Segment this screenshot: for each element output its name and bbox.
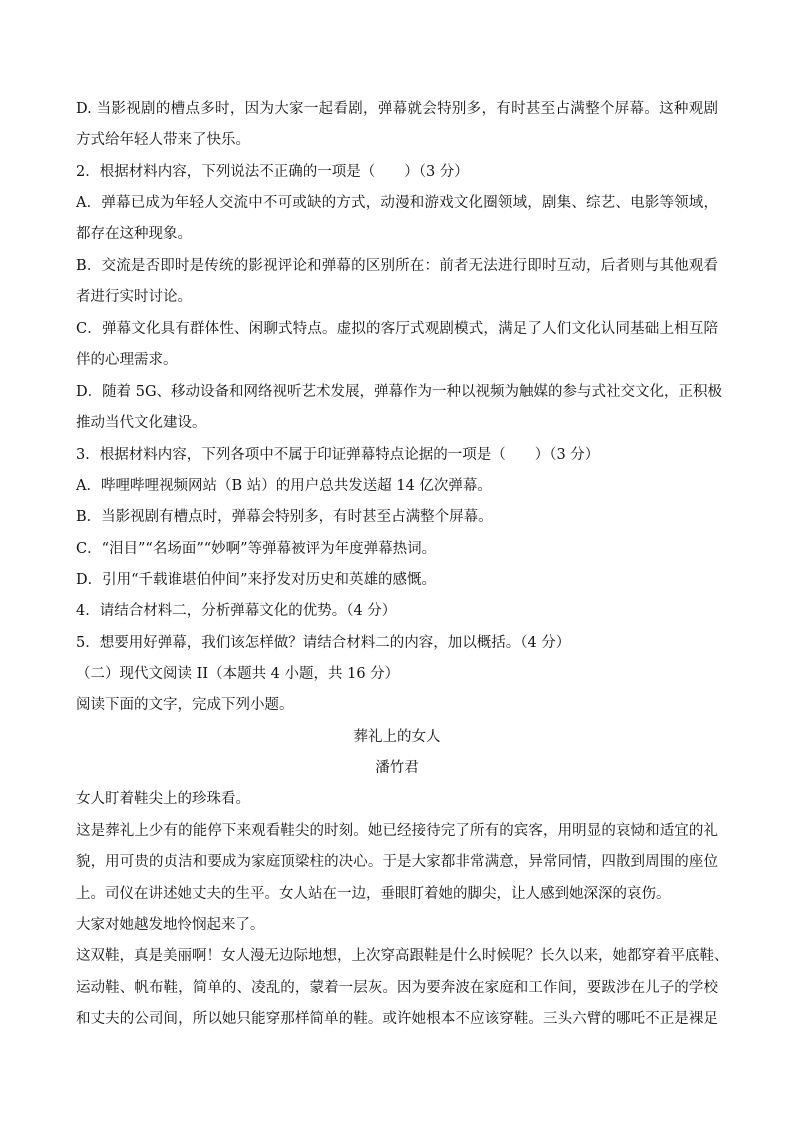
question-2-option-d: D．随着 5G、移动设备和网络视听艺术发展，弹幕作为一种以视频为触媒的参与式社交文化，正积极 bbox=[76, 384, 723, 400]
section-heading: （二）现代文阅读 II（本题共 4 小题，共 16 分） bbox=[76, 666, 400, 682]
text-line: D. 当影视剧的槽点多时，因为大家一起看剧，弹幕就会特别多，有时甚至占满整个屏幕。这种观剧 bbox=[76, 101, 718, 117]
text-line: 方式给年轻人带来了快乐。 bbox=[76, 132, 250, 148]
instruction-text: 阅读下面的文字，完成下列小题。 bbox=[76, 697, 294, 713]
question-3-option-c: C．“泪目”“名场面”“妙啊”等弹幕被评为年度弹幕热词。 bbox=[76, 541, 437, 557]
text-line: 者进行实时讨论。 bbox=[76, 289, 192, 305]
question-3-option-d: D．引用“千载谁堪伯仲间”来抒发对历史和英雄的感慨。 bbox=[76, 572, 436, 588]
text-line: 推动当代文化建设。 bbox=[76, 415, 207, 431]
text-line: 伴的心理需求。 bbox=[76, 352, 178, 368]
paragraph-text: 这是葬礼上少有的能停下来观看鞋尖的时刻。她已经接待完了所有的宾客，用明显的哀恸和适宜的礼 bbox=[76, 823, 718, 839]
text-line: 都存在这种现象。 bbox=[76, 226, 192, 242]
paragraph-text: 上。司仪在讲述她丈夫的生平。女人站在一边，垂眼盯着她的脚尖，让人感到她深深的哀伤。 bbox=[76, 886, 671, 902]
paragraph-text: 和丈夫的公司间，所以她只能穿那样简单的鞋。或许她根本不应该穿鞋。三头六臂的哪吒不正是裸足 bbox=[76, 1011, 718, 1027]
question-3-option-b: B．当影视剧有槽点时，弹幕会特别多，有时甚至占满整个屏幕。 bbox=[76, 509, 493, 525]
question-2-option-a: A．弹幕已成为年轻人交流中不可或缺的方式，动漫和游戏文化圈领域，剧集、综艺、电影等领域， bbox=[76, 195, 718, 211]
question-3-option-a: A．哔哩哔哩视频网站（B 站）的用户总共发送超 14 亿次弹幕。 bbox=[76, 478, 492, 494]
story-author: 潘竹君 bbox=[375, 760, 419, 776]
question-5: 5．想要用好弹幕，我们该怎样做？请结合材料二的内容，加以概括。（4 分） bbox=[76, 635, 571, 651]
paragraph-text: 貌，用可贵的贞洁和要成为家庭顶梁柱的决心。于是大家都非常满意，异常同情，四散到周围的座位 bbox=[76, 854, 718, 870]
paragraph-text: 这双鞋，真是美丽啊！女人漫无边际地想，上次穿高跟鞋是什么时候呢？长久以来，她都穿着平底鞋、 bbox=[76, 948, 729, 964]
paragraph-text: 运动鞋、帆布鞋，简单的、凌乱的，蒙着一层灰。因为要奔波在家庭和工作间，要跋涉在儿子的学校 bbox=[76, 980, 718, 996]
story-title: 葬礼上的女人 bbox=[353, 729, 441, 745]
paragraph-text: 女人盯着鞋尖上的珍珠看。 bbox=[76, 791, 250, 807]
question-4: 4．请结合材料二，分析弹幕文化的优势。（4 分） bbox=[76, 603, 397, 619]
question-3-stem: 3．根据材料内容，下列各项中不属于印证弹幕特点论据的一项是（ ）（3 分） bbox=[76, 447, 600, 463]
question-2-option-c: C．弹幕文化具有群体性、闲聊式特点。虚拟的客厅式观剧模式，满足了人们文化认同基础上相互陪 bbox=[76, 321, 718, 337]
question-2-option-b: B．交流是否即时是传统的影视评论和弹幕的区别所在：前者无法进行即时互动，后者则与其他观看 bbox=[76, 258, 718, 274]
paragraph-text: 大家对她越发地怜悯起来了。 bbox=[76, 917, 265, 933]
question-2-stem: 2．根据材料内容，下列说法不正确的一项是（ ）（3 分） bbox=[76, 164, 469, 180]
